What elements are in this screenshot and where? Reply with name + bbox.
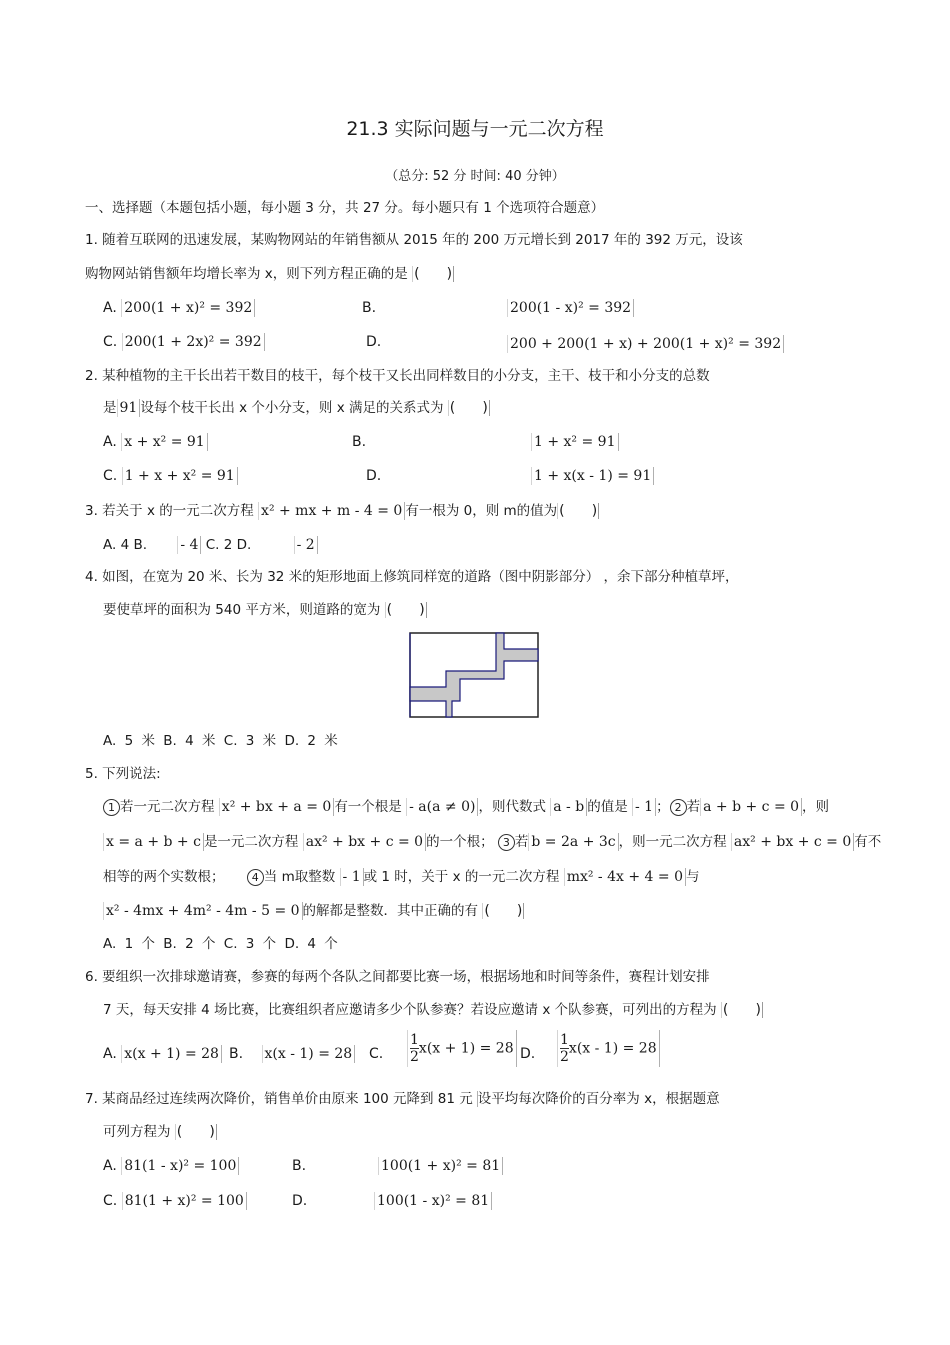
q5-text: 有不 bbox=[854, 834, 882, 850]
expr-text: x(x + 1) = 28 bbox=[418, 1040, 514, 1057]
q7-option-d-label[interactable]: D. bbox=[292, 1193, 308, 1209]
q5-text: ，则代数式 bbox=[478, 799, 546, 815]
q5-text: 与 bbox=[685, 869, 700, 885]
q7-option-b-label[interactable]: B. bbox=[292, 1158, 307, 1174]
q7-stem-line1 bbox=[85, 1089, 720, 1109]
q4-stem-line2 bbox=[103, 600, 427, 620]
q1-option-d-label[interactable]: D. bbox=[366, 334, 382, 350]
q2-answer-blank[interactable] bbox=[448, 400, 490, 416]
q1-c-expression: 200(1 + 2x)² = 392 bbox=[122, 333, 265, 351]
q6-c-expression bbox=[407, 1030, 517, 1067]
q2-d-expression: 1 + x(x - 1) = 91 bbox=[531, 467, 654, 485]
q1-stem-text: 购物网站销售额年均增长率为 x，则下列方程正确的是 bbox=[85, 266, 408, 282]
expr-text: x(x - 1) = 28 bbox=[568, 1040, 657, 1057]
q2-c-expression: 1 + x + x² = 91 bbox=[122, 467, 238, 485]
q7-stem-text: 可列方程为 bbox=[103, 1124, 171, 1140]
q6-option-b[interactable] bbox=[229, 1044, 355, 1064]
half-fraction bbox=[410, 1032, 419, 1065]
q1-stem-line2 bbox=[85, 264, 454, 284]
q5-expr: ax² + bx + c = 0 bbox=[303, 833, 426, 851]
q7-stem-line2 bbox=[103, 1122, 217, 1142]
q7-d-expression: 100(1 - x)² = 81 bbox=[374, 1192, 492, 1210]
q2-option-a[interactable] bbox=[103, 432, 208, 452]
q5-options[interactable]: A. 1 个 B. 2 个 C. 3 个 D. 4 个 bbox=[103, 936, 338, 952]
page-title: 21.3 实际问题与一元二次方程 bbox=[346, 118, 604, 140]
q1-option-a[interactable] bbox=[103, 298, 255, 318]
q1-a-expression: 200(1 + x)² = 392 bbox=[121, 299, 255, 317]
q6-option-c[interactable] bbox=[407, 1030, 517, 1067]
q2-b-expression: 1 + x² = 91 bbox=[531, 433, 619, 451]
q7-option-c[interactable] bbox=[103, 1191, 247, 1211]
q3-answer-blank[interactable] bbox=[557, 503, 599, 519]
q6-option-a[interactable] bbox=[103, 1044, 222, 1064]
q3-equation: x² + mx + m - 4 = 0 bbox=[258, 502, 405, 520]
q3-b-value: - 4 bbox=[177, 536, 201, 554]
q5-expr: - a(a ≠ 0) bbox=[406, 798, 478, 816]
option-letter: C. bbox=[103, 468, 118, 484]
fraction-numerator: 1 bbox=[410, 1032, 419, 1048]
q5-line2 bbox=[103, 832, 881, 852]
q5-text: ，则 bbox=[802, 799, 830, 815]
q7-answer-blank[interactable] bbox=[175, 1124, 217, 1140]
q1-b-expression: 200(1 - x)² = 392 bbox=[507, 299, 634, 317]
q2-option-d-label[interactable]: D. bbox=[366, 468, 382, 484]
q2-option-d[interactable] bbox=[531, 466, 654, 486]
q2-stem-line2 bbox=[103, 398, 490, 418]
section-heading: 一、选择题（本题包括小题，每小题 3 分，共 27 分。每小题只有 1 个选项符合题意） bbox=[85, 200, 605, 216]
q5-text: 的一个根； bbox=[426, 834, 494, 850]
q5-text: 若一元二次方程 bbox=[120, 799, 215, 815]
q5-text: 若 bbox=[514, 834, 529, 850]
q1-answer-blank[interactable] bbox=[412, 266, 454, 282]
q7-b-expression: 100(1 + x)² = 81 bbox=[378, 1157, 503, 1175]
q6-a-expression: x(x + 1) = 28 bbox=[121, 1045, 222, 1063]
q1-d-expression: 200 + 200(1 + x) + 200(1 + x)² = 392 bbox=[507, 335, 784, 353]
q4-options[interactable]: A. 5 米 B. 4 米 C. 3 米 D. 2 米 bbox=[103, 733, 338, 749]
q5-expr: x = a + b + c bbox=[103, 833, 204, 851]
q7-text-a: 7. 某商品经过连续两次降价，销售单价由原来 100 元降到 81 元 bbox=[85, 1091, 473, 1107]
q6-stem-line2 bbox=[103, 1000, 763, 1020]
q5-expr: b = 2a + 3c bbox=[528, 833, 618, 851]
q5-expr: a - b bbox=[550, 798, 587, 816]
q2-option-c[interactable] bbox=[103, 466, 238, 486]
option-letter: A. bbox=[103, 1046, 117, 1062]
option-letter: B. bbox=[229, 1046, 244, 1062]
q6-b-expression: x(x - 1) = 28 bbox=[262, 1045, 356, 1063]
q1-option-b-label[interactable]: B. bbox=[362, 300, 377, 316]
fraction-denominator: 2 bbox=[410, 1049, 419, 1065]
q4-road-diagram bbox=[408, 631, 540, 719]
q3-text-a: 3. 若关于 x 的一元二次方程 bbox=[85, 503, 254, 519]
q5-line1 bbox=[103, 797, 829, 817]
q7-c-expression: 81(1 + x)² = 100 bbox=[122, 1192, 247, 1210]
statement-number: 3 bbox=[498, 834, 515, 851]
option-letter: A. bbox=[103, 300, 117, 316]
q6-stem-text: 7 天，每天安排 4 场比赛，比赛组织者应邀请多少个队参赛？若设应邀请 x 个队参赛，可列出的方程为 bbox=[103, 1002, 717, 1018]
q5-text: 的值是 bbox=[587, 799, 628, 815]
option-letter: A. bbox=[103, 434, 117, 450]
q4-stem-line1: 4. 如图，在宽为 20 米、长为 32 米的矩形地面上修筑同样宽的道路（图中阴影部分） ，余下部分种植草坪， bbox=[85, 569, 739, 585]
half-fraction bbox=[560, 1032, 569, 1065]
q3-stem bbox=[85, 501, 599, 521]
q5-expr: a + b + c = 0 bbox=[700, 798, 802, 816]
q5-text: 的解都是整数．其中正确的有 bbox=[302, 903, 479, 919]
q5-expr: x² + bx + a = 0 bbox=[219, 798, 335, 816]
q6-option-d[interactable] bbox=[557, 1030, 660, 1067]
q5-text: 当 m取整数 bbox=[263, 869, 336, 885]
q6-answer-blank[interactable] bbox=[721, 1002, 763, 1018]
q3-options[interactable] bbox=[103, 535, 318, 555]
q1-stem-line1: 1. 随着互联网的迅速发展，某购物网站的年销售额从 2015 年的 200 万元增长到 2017 年的 392 万元，设该 bbox=[85, 232, 743, 248]
q1-option-b[interactable] bbox=[507, 298, 634, 318]
q5-expr: mx² - 4x + 4 = 0 bbox=[564, 868, 686, 886]
option-letter: A. bbox=[103, 1158, 117, 1174]
q5-text: 是一元二次方程 bbox=[203, 834, 299, 850]
q6-option-c-label[interactable]: C. bbox=[369, 1046, 384, 1062]
q5-expr: x² - 4mx + 4m² - 4m - 5 = 0 bbox=[103, 902, 303, 920]
fraction-denominator: 2 bbox=[560, 1049, 569, 1065]
q5-expr: - 1 bbox=[340, 868, 364, 886]
option-letter: C. bbox=[103, 334, 118, 350]
q5-expr: ax² + bx + c = 0 bbox=[731, 833, 854, 851]
q6-d-expression bbox=[557, 1030, 660, 1067]
q5-answer-blank[interactable] bbox=[482, 903, 524, 919]
q5-line4 bbox=[103, 901, 524, 921]
fraction-numerator: 1 bbox=[560, 1032, 569, 1048]
q6-option-d-label[interactable]: D. bbox=[520, 1046, 536, 1062]
q1-option-c[interactable] bbox=[103, 332, 265, 352]
q3-text-b: 有一根为 0，则 m的值为 bbox=[405, 503, 558, 519]
q3-options-cd: C. 2 D. bbox=[205, 537, 252, 553]
q7-option-d[interactable] bbox=[374, 1191, 492, 1211]
q3-d-value: - 2 bbox=[294, 536, 318, 554]
statement-number: 2 bbox=[670, 799, 687, 816]
q2-stem-line1: 2. 某种植物的主干长出若干数目的枝干，每个枝干又长出同样数目的小分支，主干、枝干和小分支的总数 bbox=[85, 368, 710, 384]
q5-text: ； bbox=[656, 799, 670, 815]
q6-stem-line1: 6. 要组织一次排球邀请赛，参赛的每两个各队之间都要比赛一场，根据场地和时间等条件，赛程计划安排 bbox=[85, 969, 710, 985]
statement-number: 1 bbox=[103, 799, 120, 816]
q7-text-b: 设平均每次降价的百分率为 x，根据题意 bbox=[477, 1091, 720, 1107]
exam-meta: （总分: 52 分 时间: 40 分钟） bbox=[385, 169, 565, 184]
q5-text: 相等的两个实数根； bbox=[103, 869, 225, 885]
q5-text: 或 1 时，关于 x 的一元二次方程 bbox=[363, 869, 560, 885]
q5-text: 若 bbox=[686, 799, 701, 815]
q4-answer-blank[interactable] bbox=[385, 602, 427, 618]
q2-text-b: 设每个枝干长出 x 个小分支，则 x 满足的关系式为 bbox=[140, 400, 444, 416]
q2-total-number: 91 bbox=[117, 399, 141, 417]
q3-options-ab: A. 4 B. bbox=[103, 537, 148, 553]
q7-option-a[interactable] bbox=[103, 1156, 239, 1176]
q2-a-expression: x + x² = 91 bbox=[121, 433, 207, 451]
q5-expr: - 1 bbox=[632, 798, 656, 816]
q2-option-b-label[interactable]: B. bbox=[352, 434, 367, 450]
statement-number: 4 bbox=[247, 869, 264, 886]
q5-intro: 5. 下列说法: bbox=[85, 766, 161, 782]
q1-option-d[interactable] bbox=[507, 334, 784, 354]
q2-text-a: 是 bbox=[103, 400, 117, 416]
q7-option-b[interactable] bbox=[378, 1156, 503, 1176]
q7-a-expression: 81(1 - x)² = 100 bbox=[121, 1157, 239, 1175]
q4-stem-text: 要使草坪的面积为 540 平方米，则道路的宽为 bbox=[103, 602, 381, 618]
q5-text: 有一个根是 bbox=[334, 799, 402, 815]
q5-text: ，则一元二次方程 bbox=[618, 834, 727, 850]
q5-line3 bbox=[103, 867, 699, 887]
q2-option-b[interactable] bbox=[531, 432, 619, 452]
option-letter: C. bbox=[103, 1193, 118, 1209]
